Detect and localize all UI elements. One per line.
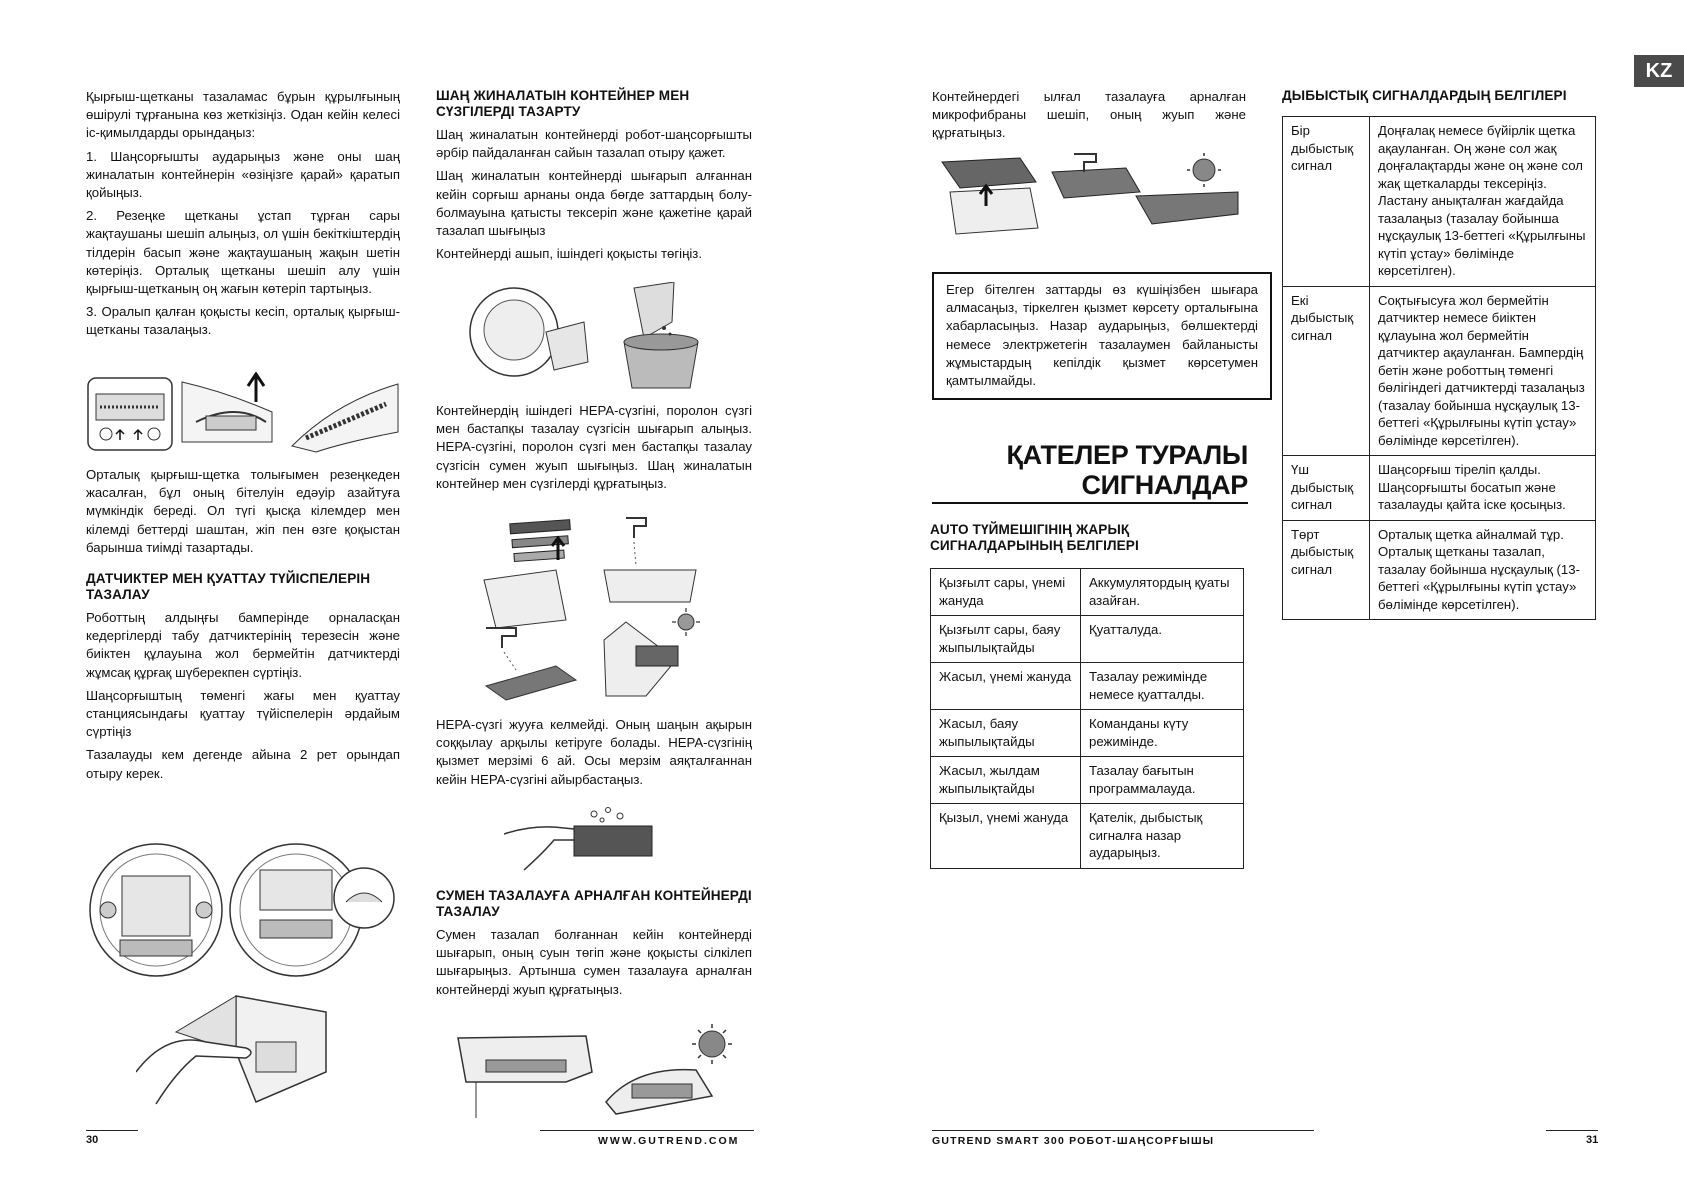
table-cell: Екі дыбыстық сигнал <box>1283 286 1370 456</box>
title-divider <box>932 502 1248 504</box>
table-row <box>1283 520 1596 620</box>
table-row <box>931 616 1244 663</box>
paragraph: Контейнерді ашып, ішіндегі қоқысты төгіңіз. <box>436 246 703 262</box>
table-row <box>931 804 1244 869</box>
table-cell: Жасыл, баяу жыпылықтайды <box>931 710 1081 757</box>
column-3 <box>932 88 1246 148</box>
table-cell: Жасыл, жылдам жыпылықтайды <box>931 757 1081 804</box>
table-cell: Орталық щетка айналмай тұр. Орталық щетканы тазалап, тазалау бойынша нұсқаулық (13-беттегі «Құрылғыны күтіп ұстау» бөлімінде көрсетілген). <box>1370 520 1596 620</box>
column-4 <box>1282 88 1598 620</box>
table-row <box>1283 117 1596 287</box>
table-cell: Қуатталуда. <box>1081 616 1244 663</box>
footer-divider <box>932 1130 1314 1131</box>
table-cell: Төрт дыбыстық сигнал <box>1283 520 1370 620</box>
robot-underside-illustration <box>84 840 400 986</box>
footer-divider <box>540 1130 754 1131</box>
section-heading: ШАҢ ЖИНАЛАТЫН КОНТЕЙНЕР МЕН СҮЗГІЛЕРДІ ТАЗАРТУ <box>436 88 690 119</box>
paragraph: Қырғыш-щетканы тазаламас бұрын құрылғының өшірулі тұрғанына көз жеткізіңіз. Одан кейін келесі іс-қимылдарды орындаңыз: <box>86 89 400 141</box>
paragraph: Шаңсорғыштың төменгі жағы мен қуаттау станциясындағы қуаттау түйіспелерін әрдайым сүртіңіз <box>86 687 400 740</box>
table-cell: Тазалау бағытын программалауда. <box>1081 757 1244 804</box>
paragraph: 3. Оралып қалған қоқысты кесіп, орталық қырғыш-щетканы тазалаңыз. <box>86 304 400 338</box>
website-label: WWW.GUTREND.COM <box>598 1135 740 1147</box>
paragraph: Тазалауды кем дегенде айына 2 рет орындап отыру керек. <box>86 747 400 781</box>
table-cell: Қызғылт сары, баяу жыпылықтайды <box>931 616 1081 663</box>
footer-divider <box>86 1130 138 1131</box>
column-2 <box>436 88 752 268</box>
microfiber-washing-illustration <box>940 152 1240 252</box>
page-title-line: ҚАТЕЛЕР ТУРАЛЫ <box>1006 440 1248 470</box>
table-cell: Қателік, дыбыстық сигналға назар аударыңыз. <box>1081 804 1244 869</box>
water-tank-drying-illustration <box>456 1022 746 1122</box>
container-emptying-illustration <box>458 282 718 390</box>
paragraph: Контейнердегі ылғал тазалауға арналған микрофибраны шешіп, оның жуып және құрғатыңыз. <box>932 89 1246 141</box>
paragraph: Орталық қырғыш-щетка толығымен резеңкеден жасалған, бұл оның бітелуін едәуір азайтуға мүмкіндік береді. Ол түгі қысқа кілемдер мен кілемді беттерді шаштан, жіп пен өзге қоқыстан барынша тиімді тазартады. <box>86 467 400 555</box>
table-row <box>931 663 1244 710</box>
table-cell: Аккумулятордың қуаты азайған. <box>1081 569 1244 616</box>
table-cell: Команданы күту режимінде. <box>1081 710 1244 757</box>
filter-washing-illustration <box>476 510 706 702</box>
paragraph: Контейнердің ішіндегі HEPA-сүзгіні, поролон сүзгі мен бастапқы тазалау сүзгісін шығарып алыңыз. HEPA-сүзгіні, поролон сүзгі мен бастапқы тазалау сүзгісін сумен жуып шығыңыз. Шаң жиналатын контейнер мен сүзгілерді құрғатыңыз. <box>436 403 752 491</box>
table-cell: Шаңсорғыш тіреліп қалды. Шаңсорғышты босатып және тазалауды қайта іске қосыңыз. <box>1370 456 1596 521</box>
footer-divider <box>1546 1130 1598 1131</box>
paragraph: 1. Шаңсорғышты аударыңыз және оны шаң жиналатын контейнерін «өзіңізге қарай» қаратып қойыңыз. <box>86 148 400 201</box>
table-cell: Қызыл, үнемі жануда <box>931 804 1081 869</box>
sound-signals-table <box>1282 116 1596 620</box>
page-number-left: 30 <box>86 1134 99 1146</box>
column-2-lower <box>436 716 752 794</box>
paragraph: Сумен тазалап болғаннан кейін контейнерді шығарып, оның суын төгіп және қоқысты сілкілеп шығарыңыз. Артынша сумен тазалауға арналған контейнерді жуып құрғатыңыз. <box>436 927 752 997</box>
paragraph: 2. Резеңке щетканы ұстап тұрған сары жақтаушаны шешіп алыңыз, ол үшін бекіткіштердің тілдерін басып және жақтаушаның жақын шетін көтеріңіз. Орталық щетканы шешіп алу үшін қырғыш-щетканың оң жағын көтеріп тартыңыз. <box>86 208 400 297</box>
table-cell: Доңғалақ немесе бүйірлік щетка ақауланған. Оң және сол жақ доңғалақтарды және оң және сол жақ щеткаларды тексеріңіз. Ластану анықталған жағдайда тазалаңыз (тазалау бойынша нұсқаулық 13-беттегі «Құрылғыны күтіп ұстау» бөлімінде көрсетілген). <box>1370 117 1596 287</box>
column-2-bottom <box>436 888 752 1004</box>
table-cell: Қызғылт сары, үнемі жануда <box>931 569 1081 616</box>
product-name-label: GUTREND SMART 300 РОБОТ-ШАҢСОРҒЫШЫ <box>932 1135 1215 1147</box>
table-row <box>1283 456 1596 521</box>
page-number-right: 31 <box>1586 1134 1599 1146</box>
column-2-middle <box>436 402 752 498</box>
section-heading: AUTO ТҮЙМЕШІГІНІҢ ЖАРЫҚ СИГНАЛДАРЫНЫҢ БЕЛГІЛЕРІ <box>930 522 1139 553</box>
column-1 <box>86 88 400 345</box>
hepa-tapping-illustration <box>504 804 664 874</box>
brush-removal-illustration <box>86 372 400 454</box>
table-cell: Соқтығысуға жол бермейтін датчиктер немесе биіктен құлауына жол бермейтін датчиктер ақауланған. Бампердің бетін және роботтың төменгі бөлігіндегі датчиктерді тазалаңыз (тазалау бойынша нұсқаулық 13-беттегі «Құрылғыны күтіп ұстау» бөлімінде көрсетілген). <box>1370 286 1596 456</box>
table-cell: Тазалау режимінде немесе қуатталды. <box>1081 663 1244 710</box>
table-cell: Үш дыбыстық сигнал <box>1283 456 1370 521</box>
paragraph: Шаң жиналатын контейнерді робот-шаңсорғышты әрбір пайдаланған сайын тазалап отыру қажет. <box>436 127 752 161</box>
warranty-warning-box: Егер бітелген заттарды өз күшіңізбен шығара алмасаңыз, тіркелген қызмет көрсету орталығына хабарласыңыз. Назар аударыңыз, бөлшектерді немесе электржетегін тазалаумен байланысты жұмыстардың кепілдік қызмет көрсетумен қамтылмайды. <box>932 272 1272 400</box>
charging-station-illustration <box>136 992 336 1112</box>
table-row <box>931 757 1244 804</box>
page-title <box>930 440 1248 500</box>
table-cell: Жасыл, үнемі жануда <box>931 663 1081 710</box>
table-row <box>1283 286 1596 456</box>
paragraph: HEPA-сүзгі жууға келмейді. Оның шаңын ақырын соққылау арқылы кетіруге болады. HEPA-сүзгінің қызмет мерзімі 6 ай. Осы мерзім аяқталғаннан кейін HEPA-сүзгіні айырбастаңыз. <box>436 717 752 787</box>
page-title-line: СИГНАЛДАР <box>1081 470 1248 500</box>
section-heading: ДАТЧИКТЕР МЕН ҚУАТТАУ ТҮЙІСПЕЛЕРІН ТАЗАЛАУ <box>86 571 371 603</box>
paragraph: Роботтың алдыңғы бамперінде орналасқан кедергілерді табу датчиктерінің терезесін және биіктен құлауына жол бермейтін датчиктерді жұмсақ құрғақ шүберекпен сүртіңіз. <box>86 610 400 680</box>
section-heading: ДЫБЫСТЫҚ СИГНАЛДАРДЫҢ БЕЛГІЛЕРІ <box>1282 88 1567 103</box>
column-3-lower <box>930 522 1248 869</box>
language-badge: KZ <box>1634 55 1684 87</box>
section-heading: СУМЕН ТАЗАЛАУҒА АРНАЛҒАН КОНТЕЙНЕРДІ ТАЗАЛАУ <box>436 888 752 919</box>
column-1-lower <box>86 466 400 788</box>
table-cell: Бір дыбыстық сигнал <box>1283 117 1370 287</box>
paragraph: Шаң жиналатын контейнерді шығарып алғаннан кейін сорғыш арнаны онда бөгде заттардың болу-болмауына қатысты тексеріп және қажетіне қарай тазалап шығыңыз <box>436 168 752 239</box>
auto-button-signals-table <box>930 568 1244 869</box>
table-row <box>931 569 1244 616</box>
table-row <box>931 710 1244 757</box>
